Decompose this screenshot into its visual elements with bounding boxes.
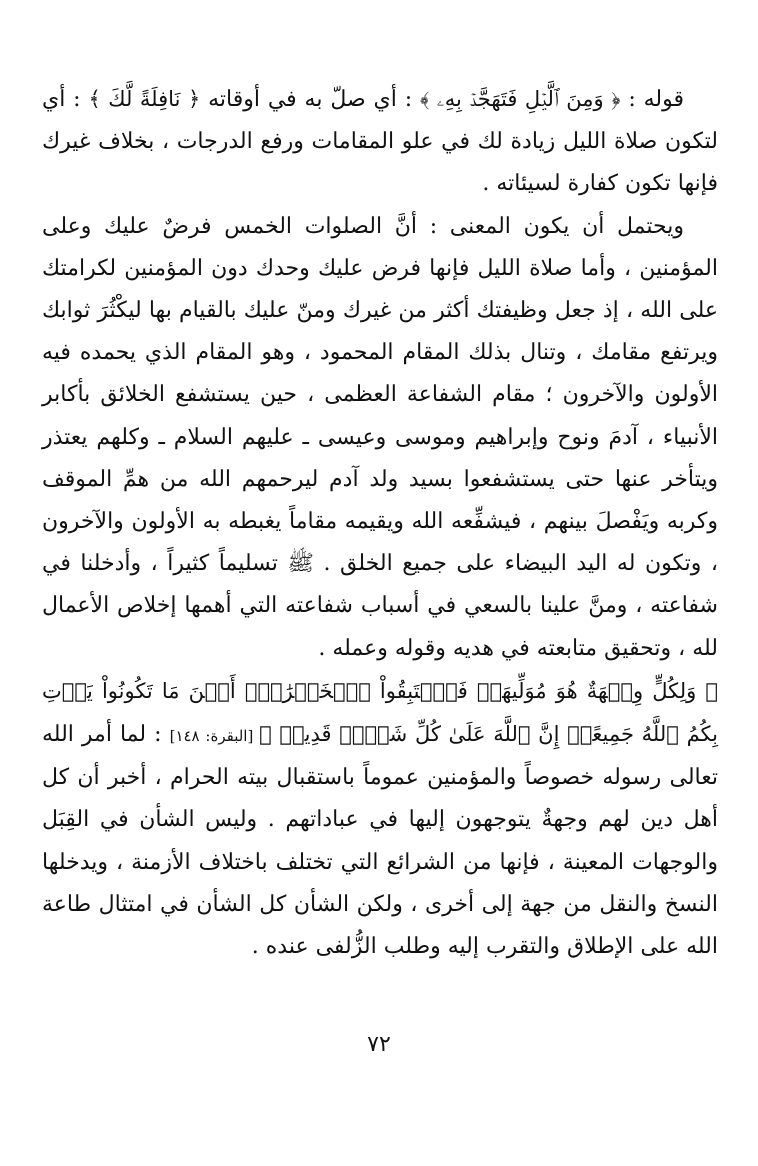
verse-reference: [البقرة: ١٤٨] <box>169 727 260 746</box>
quran-verse-3: ﴿ وَلِكُلٍّ وِجۡهَةٌ هُوَ مُوَلِّيهَاۖ فَٱسۡتَبِقُواْ ٱلۡخَيۡرَٰتِۚ أَيۡنَ مَا تَكُونُواْ يَأۡتِ بِكُمُ ٱللَّهُ جَمِيعًاۚ إِنَّ ٱللَّهَ عَلَىٰ كُلِّ شَيۡءٖ قَدِيرٞ ﴾ <box>42 678 718 747</box>
page-number: ٧٢ <box>367 1032 391 1057</box>
paragraph-1 <box>42 78 718 206</box>
paragraph-2-text: ويحتمل أن يكون المعنى : أنَّ الصلوات الخمس فرضٌ عليك وعلى المؤمنين ، وأما صلاة الليل فإنها فرض عليك وحدك دون المؤمنين لكرامتك على الله ، إذ جعل وظيفتك أكثر من غيرك ومنّ عليك بالقيام بها ليكْثُرَ ثوابك ويرتفع مقامك ، وتنال بذلك المقام المحمود ، وهو المقام الذي يحمده فيه الأولون والآخرون ؛ مقام الشفاعة العظمى ، حين يستشفع الخلائق بأكابر الأنبياء ، آدمَ ونوح وإبراهيم وموسى وعيسى ـ عليهم السلام ـ وكلهم يعتذر ويتأخر عنها حتى يستشفعوا بسيد ولد آدم ليرحمهم الله من همِّ الموقف وكربه ويَفْصلَ بينهم ، فيشفِّعه الله ويقيمه مقاماً يغبطه به الأولون والآخرون ، وتكون له اليد البيضاء على جميع الخلق . ﷺ تسليماً كثيراً ، وأدخلنا في شفاعته ، ومنَّ علينا بالسعي في أسباب شفاعته التي أهمها إخلاص الأعمال لله ، وتحقيق متابعته في هديه وقوله وعمله . <box>42 213 718 661</box>
paragraph-1-lead: قوله : <box>620 87 685 112</box>
page-body <box>42 78 718 968</box>
quran-verse-1: ﴿ وَمِنَ ٱلَّيۡلِ فَتَهَجَّدۡ بِهِۦ ﴾ <box>419 87 621 111</box>
paragraph-3 <box>42 670 718 968</box>
quran-verse-2: ﴿ نَافِلَةً لَّكَ ﴾ <box>88 87 201 111</box>
paragraph-2 <box>42 206 718 670</box>
paragraph-3-text: : لما أمر الله تعالى رسوله خصوصاً والمؤمنين عموماً باستقبال بيته الحرام ، أخبر أن كل أهل دين لهم وجهةٌ يتوجهون إليها في عباداتهم . وليس الشأن في القِبَل والوجهات المعينة ، فإنها من الشرائع التي تختلف باختلاف الأزمنة ، ويدخلها النسخ والنقل من جهة إلى أخرى ، ولكن الشأن كل الشأن في امتثال طاعة الله على الإطلاق والتقرب إليه وطلب الزُّلفى عنده . <box>42 722 718 960</box>
paragraph-1-mid: : أي صلّ به في أوقاته <box>200 87 420 112</box>
paragraph-1-rest: : أي لتكون صلاة الليل زيادة لك في علو المقامات ورفع الدرجات ، بخلاف غيرك فإنها تكون كفارة لسيئاته . <box>42 87 718 197</box>
